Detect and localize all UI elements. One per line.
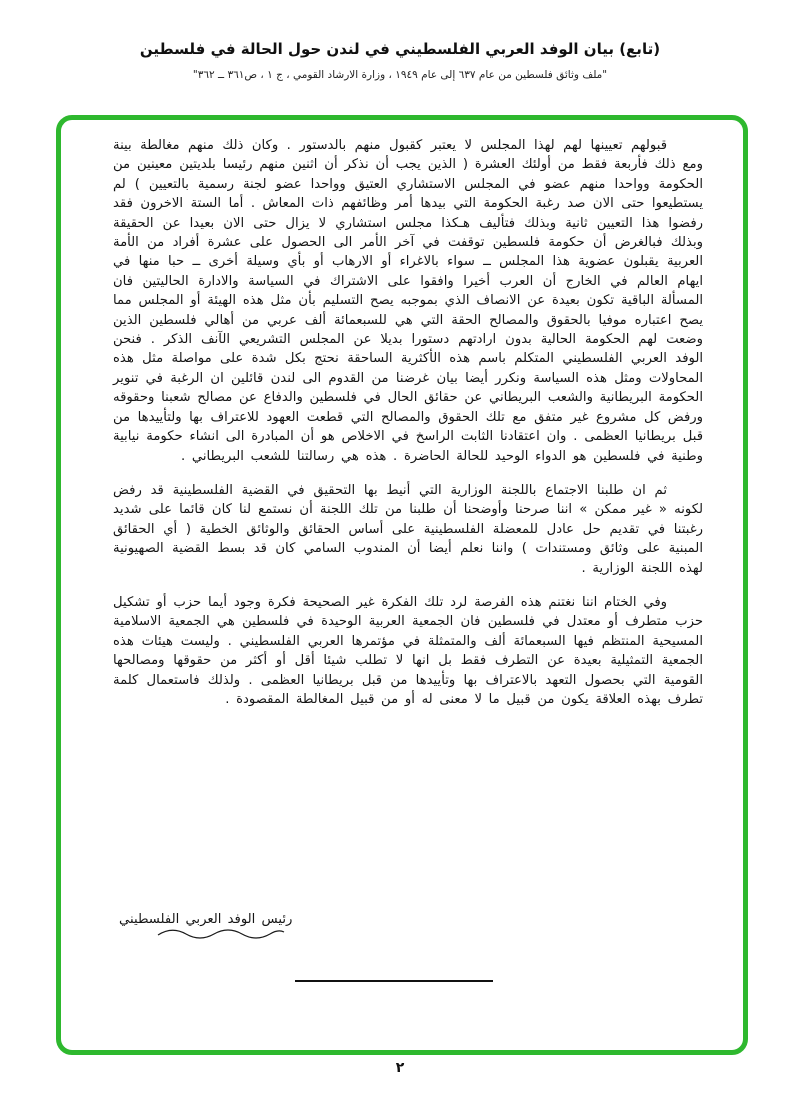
document-source-citation: "ملف وثائق فلسطين من عام ٦٣٧ إلى عام ١٩٤٩ ، وزارة الارشاد القومي ، ج ١ ، ص٣٦١ ــ ٣٦٢": [192, 69, 608, 81]
document-header: [0, 40, 800, 81]
document-title: (تابع) بيان الوفد العربي الفلسطيني في لندن حول الحالة في فلسطين: [139, 40, 661, 58]
signature-text: رئيس الوفد العربي الفلسطيني: [119, 912, 293, 927]
document-paragraph: وفي الختام اننا نغتنم هذه الفرصة لرد تلك الفكرة غير الصحيحة فكرة وجود أيما حزب أو تشكيل حزب متطرف أو معتدل في فلسطين فان الجمعية العربية الوحيدة في فلسطين هي الجمعية الاسلامية المسيحية المنتظم فيها السبعمائة ألف والمتمثلة في مؤتمرها العربي الفلسطيني . وليست هيئات هذه الجمعية التمثيلية بعيدة عن التطرف فقط بل انها لا تطلب شيئا أقل أو أكثر من حقوقها ومصالحها القومية التي بحصول التعهد بالاعتراف بها وتأييدها من قبل بريطانيا العظمى . ولذلك فاستعمال كلمة تطرف بهذه العلاقة يكون من قبيل ما لا معنى له أو من قبيل المغالطة المقصودة .: [113, 594, 703, 707]
document-paragraph: قبولهم تعيينها لهم لهذا المجلس لا يعتبر كقبول منهم بالدستور . وكان ذلك منهم مغالطة بينة ومع ذلك فأربعة فقط من أولئك العشرة ( الذين يجب أن نذكر أن اثنين منهم رئيسا بلديتين معينين من الحكومة وواحدا منهم عضو في المجلس الاستشاري العتيق وواحدا عضو لجنة رسمية بالتعيين ) لم يستطيعوا حتى الان صد رغبة الحكومة التي بيدها أمر وظائفهم ذات المعاش . أما الستة الاخرون فقد رفضوا هذا التعيين ثانية وبذلك فتأليف هـكذا مجلس استشاري لا يزال حتى الان بعيدا عن الحقيقة وبذلك فبالغرض أن حكومة فلسطين توقفت في آخر الأمر الى الحصول على عشرة أفراد من الأمة العربية يقبلون عضوية هذا المجلس ــ سواء بالاغراء أو الارهاب أو بأي وسيلة أخرى ــ حبا منها في ايهام العالم في الخارج أن العرب أخيرا وافقوا على الاشتراك في السياسة والادارة الحاليتين فان المسألة الباقية تكون بعيدة عن الانصاف الذي بموجبه يصح التسليم بأن مثل هذه الهيئة أو المجلس مما يصح اعتباره موفيا بالحقوق والمصالح الحقة التي هي للسبعمائة ألف عربي من أهالي فلسطين الذين وضعت لهم الحكومة الحالية بدون ارادتهم دستورا بديلا عن المجلس التشريعي الآنف الذكر . فنحن الوفد العربي الفلسطيني المتكلم باسم هذه الأكثرية الساحقة نحتج بكل شدة على مواصلة مثل هذه المحاولات ومثل هذه السياسة ونكرر أيضا بيان غرضنا من القدوم الى لندن قائلين ان الرغبة في تنوير الحكومة البريطانية والشعب البريطاني عن حقائق الحال في فلسطين والدفاع عن مصالح شعبنا وحقوقه ورفض كل مشروع غير متفق مع تلك الحقوق والمصالح التي قطعت العهود للاعتراف بها ولتأييدها من قبل بريطانيا العظمى . وان اعتقادنا الثابت الراسخ في الاخلاص هو أن المبادرة الى انشاء حكومة نيابية وطنية في فلسطين هو الدواء الوحيد للحالة الحاضرة . هذه هي رسالتنا للشعب البريطاني .: [113, 138, 703, 464]
page-number: ٢: [395, 1060, 405, 1076]
bottom-divider-line: [295, 980, 493, 982]
signature-flourish-icon: [156, 929, 286, 939]
signature-block: [119, 908, 292, 939]
scan-highlight-frame: [56, 115, 748, 1055]
document-paragraph: ثم ان طلبنا الاجتماع باللجنة الوزارية التي أنيط بها التحقيق في القضية الفلسطينية قد رفض لكونه « غير ممكن » اننا صرحنا وأوضحنا أن طلبنا من تلك اللجنة أن نستمع لنا كان قائما على شديد رغبتنا في تقديم حل عادل للمعضلة الفلسطينية على أساس الحقائق والوثائق الخطية ( أي الحقائق المبنية على وثائق ومستندات ) واننا نعلم أيضا أن المندوب السامي كان قد بسط القضية الصهيونية لهذه اللجنة الوزارية .: [113, 482, 703, 576]
document-body: [113, 136, 703, 724]
